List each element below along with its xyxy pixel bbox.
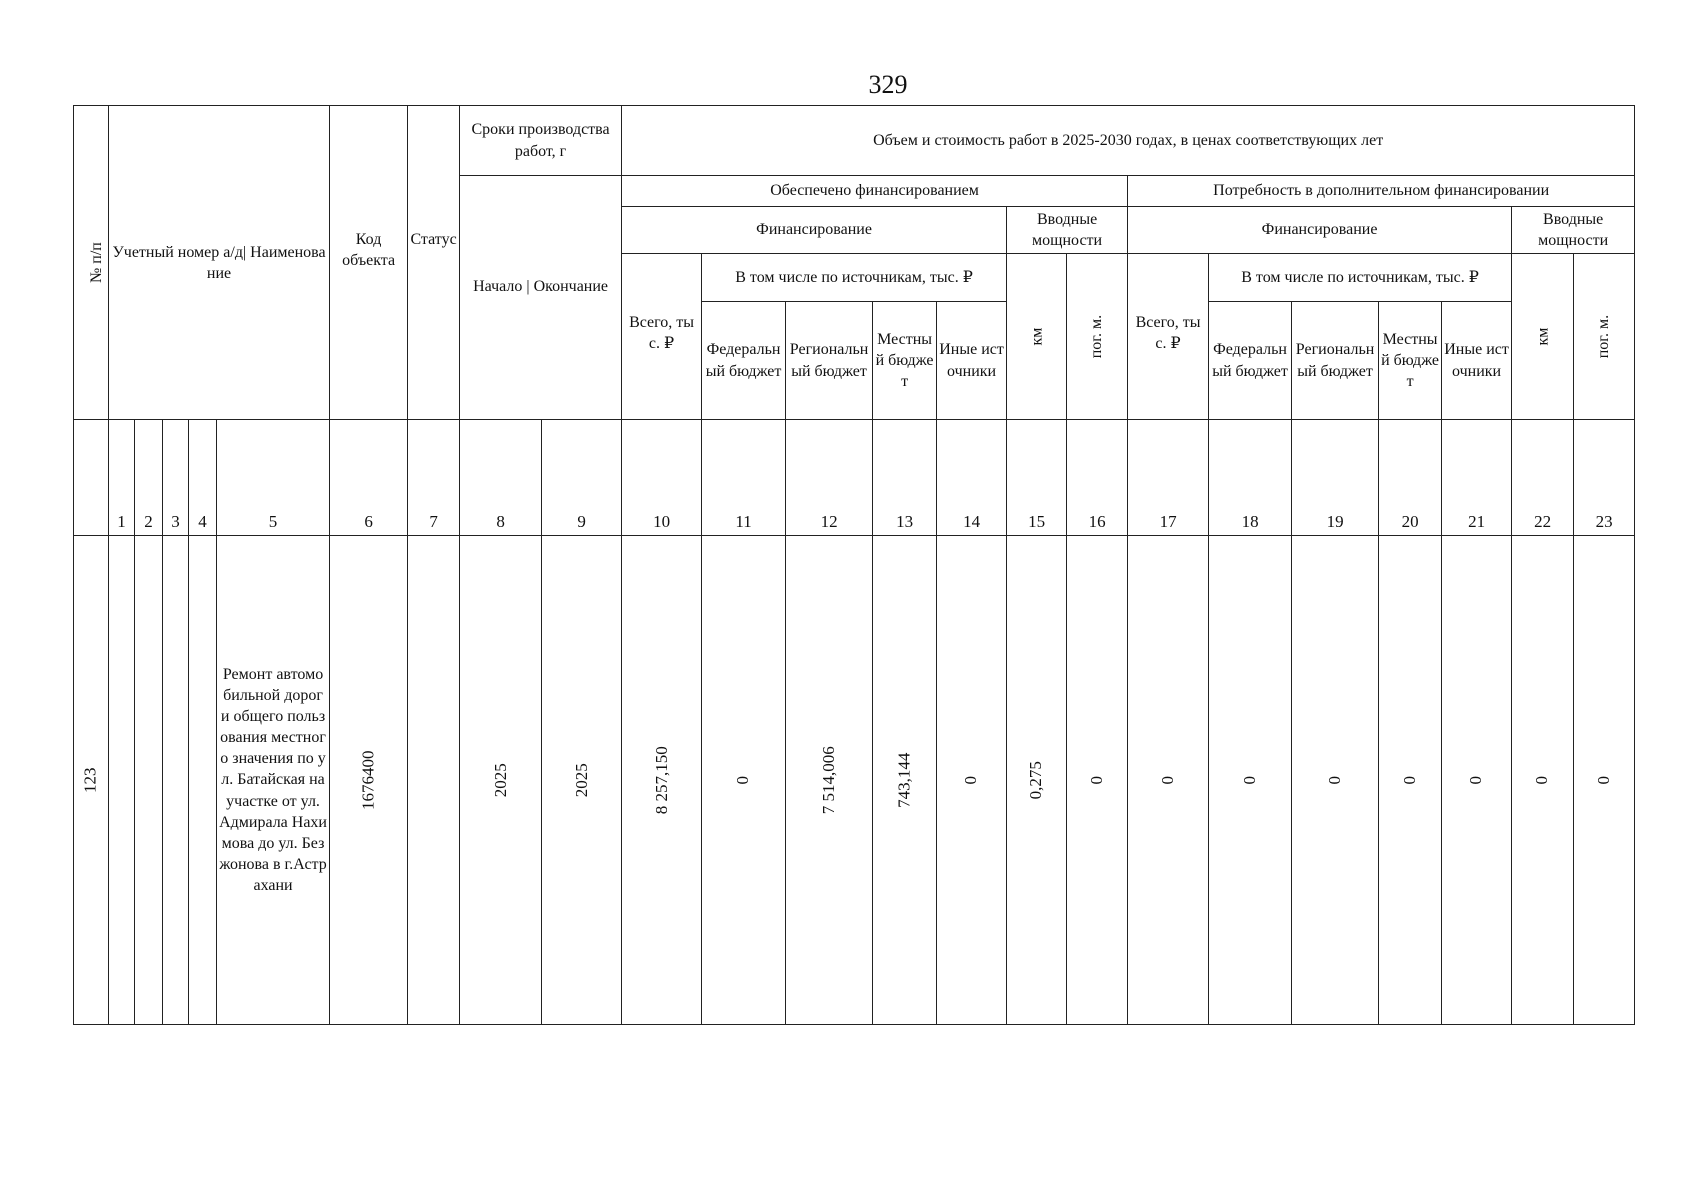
header-account-name: Учетный номер а/д| Наименование	[109, 106, 330, 420]
need-other: 0	[1442, 536, 1512, 1025]
header-need-financing: Финансирование	[1128, 207, 1512, 254]
need-pog-m: 0	[1574, 536, 1635, 1025]
secured-regional: 7 514,006	[786, 536, 873, 1025]
header-secured-local: Местный бюджет	[873, 302, 937, 420]
secured-other: 0	[937, 536, 1007, 1025]
header-volume-cost: Объем и стоимость работ в 2025-2030 годах, в ценах соответствующих лет	[622, 106, 1635, 176]
column-number: 22	[1512, 420, 1574, 536]
need-km: 0	[1512, 536, 1574, 1025]
header-need-capacity: Вводные мощности	[1512, 207, 1635, 254]
column-number: 11	[702, 420, 786, 536]
header-need-regional: Региональный бюджет	[1292, 302, 1379, 420]
need-federal: 0	[1209, 536, 1292, 1025]
header-row-number: № п/п	[74, 106, 109, 420]
header-need-other: Иные источники	[1442, 302, 1512, 420]
table-row	[74, 536, 1635, 1025]
header-secured-other: Иные источники	[937, 302, 1007, 420]
object-status	[408, 536, 460, 1025]
column-number: 16	[1067, 420, 1128, 536]
account-col-2	[135, 536, 163, 1025]
header-need-total: Всего, тыс. ₽	[1128, 254, 1209, 420]
secured-km: 0,275	[1007, 536, 1067, 1025]
column-numbers-row	[74, 420, 1635, 536]
secured-local: 743,144	[873, 536, 937, 1025]
column-number-empty	[74, 420, 109, 536]
column-number: 18	[1209, 420, 1292, 536]
column-number: 21	[1442, 420, 1512, 536]
header-status: Статус	[408, 106, 460, 420]
column-number: 20	[1379, 420, 1442, 536]
need-total: 0	[1128, 536, 1209, 1025]
header-need-km: км	[1512, 254, 1574, 420]
column-number: 13	[873, 420, 937, 536]
column-number: 10	[622, 420, 702, 536]
header-secured-total: Всего, тыс. ₽	[622, 254, 702, 420]
header-need-federal: Федеральный бюджет	[1209, 302, 1292, 420]
header-need-local: Местный бюджет	[1379, 302, 1442, 420]
header-need: Потребность в дополнительном финансировании	[1128, 176, 1635, 207]
column-number: 6	[330, 420, 408, 536]
column-number: 5	[217, 420, 330, 536]
row-number: 123	[74, 536, 109, 1025]
column-number: 23	[1574, 420, 1635, 536]
column-number: 14	[937, 420, 1007, 536]
page-number: 329	[868, 70, 908, 99]
end-year: 2025	[542, 536, 622, 1025]
column-number: 17	[1128, 420, 1209, 536]
header-object-code: Код объекта	[330, 106, 408, 420]
header-work-terms: Сроки производства работ, г	[460, 106, 622, 176]
header-secured: Обеспечено финансированием	[622, 176, 1128, 207]
header-secured-federal: Федеральный бюджет	[702, 302, 786, 420]
column-number: 12	[786, 420, 873, 536]
account-col-1	[109, 536, 135, 1025]
header-need-by-source: В том числе по источникам, тыс. ₽	[1209, 254, 1512, 302]
column-number: 3	[163, 420, 189, 536]
secured-federal: 0	[702, 536, 786, 1025]
header-secured-pog-m: пог. м.	[1067, 254, 1128, 420]
object-name: Ремонт автомобильной дороги общего пользования местного значения по ул. Батайская на участке от ул. Адмирала Нахимова до ул. Безжонова в г.Астрахани	[217, 536, 330, 1025]
column-number: 7	[408, 420, 460, 536]
column-number: 2	[135, 420, 163, 536]
account-col-4	[189, 536, 217, 1025]
header-secured-by-source: В том числе по источникам, тыс. ₽	[702, 254, 1007, 302]
column-number: 4	[189, 420, 217, 536]
road-works-table	[73, 105, 1635, 1025]
start-year: 2025	[460, 536, 542, 1025]
column-number: 15	[1007, 420, 1067, 536]
secured-total: 8 257,150	[622, 536, 702, 1025]
column-number: 8	[460, 420, 542, 536]
header-start-end: Начало | Окончание	[460, 176, 622, 420]
column-number: 1	[109, 420, 135, 536]
header-need-pog-m: пог. м.	[1574, 254, 1635, 420]
column-number: 19	[1292, 420, 1379, 536]
object-code: 1676400	[330, 536, 408, 1025]
column-number: 9	[542, 420, 622, 536]
header-secured-capacity: Вводные мощности	[1007, 207, 1128, 254]
header-secured-regional: Региональный бюджет	[786, 302, 873, 420]
need-local: 0	[1379, 536, 1442, 1025]
need-regional: 0	[1292, 536, 1379, 1025]
account-col-3	[163, 536, 189, 1025]
header-secured-km: км	[1007, 254, 1067, 420]
header-secured-financing: Финансирование	[622, 207, 1007, 254]
secured-pog-m: 0	[1067, 536, 1128, 1025]
